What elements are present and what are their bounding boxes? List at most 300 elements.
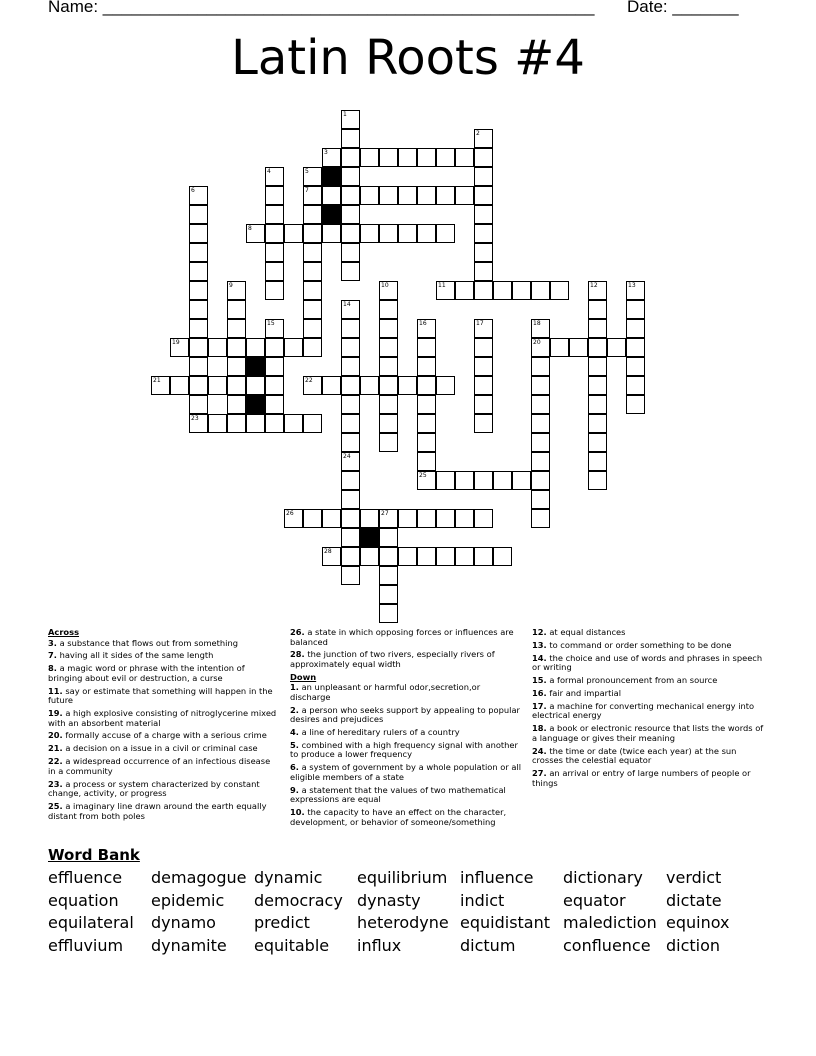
down-clue [290,786,522,805]
grid-cell[interactable] [341,528,360,547]
grid-cell[interactable] [208,414,227,433]
grid-cell[interactable] [474,376,493,395]
grid-cell[interactable] [398,186,417,205]
grid-cell[interactable] [379,281,398,300]
grid-cell[interactable] [455,509,474,528]
grid-cell[interactable] [265,243,284,262]
grid-cell[interactable] [189,376,208,395]
grid-cell[interactable] [379,414,398,433]
grid-cell[interactable] [474,281,493,300]
grid-cell[interactable] [379,585,398,604]
grid-cell[interactable] [493,281,512,300]
grid-cell[interactable] [474,243,493,262]
grid-cell[interactable] [189,357,208,376]
grid-cell[interactable] [474,471,493,490]
across-clue [48,639,280,649]
word-bank-item: dynamic [254,868,323,887]
grid-cell[interactable] [436,547,455,566]
grid-cell[interactable] [170,338,189,357]
grid-cell[interactable] [398,547,417,566]
grid-cell[interactable] [455,186,474,205]
grid-cell[interactable] [436,281,455,300]
grid-cell[interactable] [341,357,360,376]
clue-number: 13 [628,282,636,289]
grid-cell[interactable] [227,376,246,395]
grid-cell[interactable] [588,395,607,414]
grid-cell[interactable] [303,376,322,395]
across-clue [48,802,280,821]
grid-cell[interactable] [189,224,208,243]
grid-cell[interactable] [189,300,208,319]
word-bank-item: dynamo [151,913,216,932]
name-field[interactable]: Name: ____________________________________________________ [48,0,595,16]
grid-cell[interactable] [341,395,360,414]
page-title: Latin Roots #4 [231,30,585,86]
word-bank-item: influx [357,935,402,955]
grid-cell[interactable] [417,224,436,243]
word-bank-item: epidemic [151,890,225,910]
grid-cell[interactable] [512,281,531,300]
grid-cell[interactable] [189,186,208,205]
grid-cell[interactable] [531,338,550,357]
clue-number: 2 [476,130,480,137]
grid-cell[interactable] [531,452,550,471]
clue-number: 4 [267,168,271,175]
grid-cell[interactable] [550,281,569,300]
grid-cell[interactable] [341,566,360,585]
grid-cell[interactable] [588,338,607,357]
clue-number-label: 24. [532,745,547,756]
clue-number-label: 20. [48,730,63,741]
grid-cell[interactable] [531,357,550,376]
grid-cell[interactable] [379,395,398,414]
grid-cell[interactable] [626,281,645,300]
grid-cell[interactable] [531,281,550,300]
clue-text: a decision on a issue in a civil or criminal case [62,743,258,754]
clue-number-label: 19. [48,708,63,719]
down-heading: Down [290,671,317,682]
grid-cell[interactable] [227,281,246,300]
grid-cell[interactable] [246,224,265,243]
grid-cell[interactable] [303,243,322,262]
grid-cell[interactable] [626,338,645,357]
grid-cell[interactable] [417,433,436,452]
grid-cell[interactable] [474,167,493,186]
grid-cell[interactable] [265,338,284,357]
grid-cell[interactable] [531,509,550,528]
grid-cell[interactable] [322,148,341,167]
grid-cell[interactable] [341,471,360,490]
grid-cell[interactable] [341,433,360,452]
grid-cell[interactable] [341,452,360,471]
grid-cell[interactable] [626,376,645,395]
grid-cell[interactable] [265,414,284,433]
grid-cell[interactable] [360,376,379,395]
grid-cell[interactable] [417,186,436,205]
grid-cell[interactable] [303,205,322,224]
grid-cell[interactable] [512,471,531,490]
grid-cell[interactable] [531,414,550,433]
black-square [360,528,379,547]
word-bank-item: heterodyne [357,913,449,932]
grid-cell[interactable] [246,414,265,433]
grid-cell[interactable] [379,224,398,243]
grid-cell[interactable] [531,395,550,414]
grid-cell[interactable] [284,509,303,528]
grid-cell[interactable] [474,509,493,528]
clue-number: 28 [324,548,332,555]
grid-cell[interactable] [322,224,341,243]
word-bank-item: dictate [666,890,722,910]
clue-text: the capacity to have an effect on the character, development, or behavior of someone/something [290,807,507,827]
grid-cell[interactable] [303,319,322,338]
grid-cell[interactable] [284,414,303,433]
grid-cell[interactable] [208,338,227,357]
grid-cell[interactable] [360,224,379,243]
word-bank-item: indict [460,890,505,910]
grid-cell[interactable] [626,300,645,319]
clue-text: the time or date (twice each year) at the sun crosses the celestial equator [532,745,737,766]
word-bank-item: diction [666,935,721,955]
grid-cell[interactable] [474,319,493,338]
black-square [322,205,341,224]
clue-number-label: 18. [532,723,547,734]
grid-cell[interactable] [189,281,208,300]
word-bank-item: equator [563,890,626,910]
grid-cell[interactable] [417,148,436,167]
grid-cell[interactable] [341,186,360,205]
grid-cell[interactable] [588,357,607,376]
word-bank-title: Word Bank [48,846,140,864]
grid-cell[interactable] [227,357,246,376]
grid-cell[interactable] [303,167,322,186]
clue-text: a formal pronouncement from an source [546,675,718,686]
clue-text: to command or order something to be done [546,639,732,650]
clue-number: 9 [229,282,233,289]
grid-cell[interactable] [322,186,341,205]
clues-col2 [290,628,522,831]
grid-cell[interactable] [265,357,284,376]
grid-cell[interactable] [474,395,493,414]
grid-cell[interactable] [436,471,455,490]
grid-cell[interactable] [474,338,493,357]
grid-cell[interactable] [588,433,607,452]
grid-cell[interactable] [588,281,607,300]
clue-number: 26 [286,510,294,517]
clue-number: 22 [305,377,313,384]
grid-cell[interactable] [379,528,398,547]
grid-cell[interactable] [322,509,341,528]
across-clue [48,687,280,706]
grid-cell[interactable] [341,338,360,357]
grid-cell[interactable] [417,319,436,338]
clue-number: 17 [476,320,484,327]
grid-cell[interactable] [588,452,607,471]
grid-cell[interactable] [379,300,398,319]
clue-number-label: 9. [290,784,299,795]
word-bank-item: equidistant [460,913,551,932]
word-bank-item: dynamite [151,935,227,955]
grid-cell[interactable] [151,376,170,395]
clue-number: 20 [533,339,541,346]
grid-cell[interactable] [360,148,379,167]
grid-cell[interactable] [265,319,284,338]
grid-cell[interactable] [379,547,398,566]
grid-cell[interactable] [379,376,398,395]
grid-cell[interactable] [379,319,398,338]
word-bank-item: effluvium [48,935,124,955]
grid-cell[interactable] [341,110,360,129]
grid-cell[interactable] [189,395,208,414]
clue-number: 6 [191,187,195,194]
clue-text: a magic word or phrase with the intention of bringing about evil or destruction, a curse [48,663,245,683]
grid-cell[interactable] [265,262,284,281]
grid-cell[interactable] [303,224,322,243]
grid-cell[interactable] [436,186,455,205]
clue-number: 15 [267,320,275,327]
clue-number-label: 2. [290,704,299,715]
word-bank-item: dictum [460,935,516,955]
grid-cell[interactable] [379,357,398,376]
across-clue [48,731,280,741]
grid-cell[interactable] [436,376,455,395]
grid-cell[interactable] [379,509,398,528]
grid-cell[interactable] [531,319,550,338]
grid-cell[interactable] [227,300,246,319]
grid-cell[interactable] [322,547,341,566]
down-clue [532,702,764,721]
grid-cell[interactable] [265,224,284,243]
clue-text: the choice and use of words and phrases in speech or writing [532,652,763,673]
grid-cell[interactable] [379,186,398,205]
clue-text: a widespread occurrence of an infectious disease in a community [48,756,271,776]
clue-number-label: 27. [532,768,547,779]
clue-number: 10 [381,282,389,289]
clue-number: 1 [343,111,347,118]
grid-cell[interactable] [227,414,246,433]
clue-text: fair and impartial [546,688,622,699]
clue-number-label: 22. [48,756,63,767]
grid-cell[interactable] [455,148,474,167]
word-bank-item: malediction [563,913,657,932]
clue-text: having all it sides of the same length [56,650,214,661]
grid-cell[interactable] [284,224,303,243]
grid-cell[interactable] [474,205,493,224]
grid-cell[interactable] [531,471,550,490]
clue-number: 18 [533,320,541,327]
clue-text: a state in which opposing forces or influences are balanced [290,627,514,647]
grid-cell[interactable] [455,281,474,300]
grid-cell[interactable] [341,167,360,186]
grid-cell[interactable] [227,338,246,357]
grid-cell[interactable] [265,376,284,395]
clue-number: 25 [419,472,427,479]
grid-cell[interactable] [227,395,246,414]
grid-cell[interactable] [417,547,436,566]
grid-cell[interactable] [341,509,360,528]
grid-cell[interactable] [379,433,398,452]
word-bank-item: equation [48,890,119,910]
grid-cell[interactable] [531,376,550,395]
clue-number-label: 12. [532,627,547,637]
grid-cell[interactable] [474,186,493,205]
grid-cell[interactable] [436,224,455,243]
grid-cell[interactable] [189,414,208,433]
clue-number: 19 [172,339,180,346]
grid-cell[interactable] [189,243,208,262]
down-clue [532,724,764,743]
grid-cell[interactable] [189,262,208,281]
grid-cell[interactable] [360,547,379,566]
grid-cell[interactable] [417,452,436,471]
grid-cell[interactable] [417,414,436,433]
grid-cell[interactable] [303,186,322,205]
grid-cell[interactable] [208,376,227,395]
grid-cell[interactable] [341,490,360,509]
grid-cell[interactable] [341,319,360,338]
clue-number: 5 [305,168,309,175]
grid-cell[interactable] [322,376,341,395]
grid-cell[interactable] [474,129,493,148]
grid-cell[interactable] [398,509,417,528]
grid-cell[interactable] [246,338,265,357]
word-bank-item: confluence [563,935,651,955]
grid-cell[interactable] [474,414,493,433]
grid-cell[interactable] [398,376,417,395]
grid-cell[interactable] [474,148,493,167]
clue-text: say or estimate that something will happen in the future [48,685,273,706]
grid-cell[interactable] [455,547,474,566]
grid-cell[interactable] [303,262,322,281]
grid-cell[interactable] [303,338,322,357]
clue-text: a line of hereditary rulers of a country [298,727,460,738]
clue-number-label: 15. [532,675,547,686]
grid-cell[interactable] [341,224,360,243]
clue-text: an arrival or entry of large numbers of people or things [532,768,751,788]
grid-cell[interactable] [246,376,265,395]
clue-text: combined with a high frequency signal with another to produce a lower frequency [290,739,518,760]
grid-cell[interactable] [341,148,360,167]
across-clue [48,651,280,661]
grid-cell[interactable] [626,395,645,414]
grid-cell[interactable] [379,338,398,357]
down-clue [532,628,764,638]
clue-number: 12 [590,282,598,289]
grid-cell[interactable] [341,547,360,566]
grid-cell[interactable] [474,224,493,243]
clue-number-label: 1. [290,682,299,693]
grid-cell[interactable] [398,148,417,167]
clue-number-label: 16. [532,688,547,699]
grid-cell[interactable] [531,433,550,452]
down-clue [290,763,522,782]
grid-cell[interactable] [417,471,436,490]
across-heading: Across [48,627,80,637]
down-clue [290,728,522,738]
grid-cell[interactable] [341,414,360,433]
grid-cell[interactable] [360,509,379,528]
grid-cell[interactable] [303,414,322,433]
grid-cell[interactable] [284,338,303,357]
grid-cell[interactable] [474,357,493,376]
grid-cell[interactable] [417,357,436,376]
grid-cell[interactable] [417,376,436,395]
grid-cell[interactable] [303,300,322,319]
grid-cell[interactable] [341,205,360,224]
grid-cell[interactable] [588,319,607,338]
down-clue [532,747,764,766]
grid-cell[interactable] [474,547,493,566]
across-clue [48,744,280,754]
down-clue [290,741,522,760]
down-clue [532,676,764,686]
grid-cell[interactable] [550,338,569,357]
grid-cell[interactable] [531,490,550,509]
grid-cell[interactable] [626,319,645,338]
grid-cell[interactable] [265,167,284,186]
grid-cell[interactable] [265,395,284,414]
grid-cell[interactable] [189,319,208,338]
grid-cell[interactable] [569,338,588,357]
clue-number-label: 11. [48,685,63,696]
grid-cell[interactable] [379,604,398,623]
clue-text: a system of government by a whole population or all eligible members of a state [290,762,522,782]
grid-cell[interactable] [360,186,379,205]
grid-cell[interactable] [341,376,360,395]
grid-cell[interactable] [626,357,645,376]
grid-cell[interactable] [189,338,208,357]
grid-cell[interactable] [303,281,322,300]
grid-cell[interactable] [227,319,246,338]
grid-cell[interactable] [265,186,284,205]
grid-cell[interactable] [588,414,607,433]
grid-cell[interactable] [398,224,417,243]
grid-cell[interactable] [265,205,284,224]
grid-cell[interactable] [341,243,360,262]
clue-number: 3 [324,149,328,156]
grid-cell[interactable] [474,262,493,281]
grid-cell[interactable] [493,547,512,566]
grid-cell[interactable] [436,509,455,528]
grid-cell[interactable] [588,471,607,490]
grid-cell[interactable] [189,205,208,224]
word-bank-item: dynasty [357,890,421,910]
grid-cell[interactable] [588,376,607,395]
grid-cell[interactable] [379,148,398,167]
clue-text: the junction of two rivers, especially rivers of approximately equal width [290,649,495,669]
grid-cell[interactable] [417,509,436,528]
clue-number: 7 [305,187,309,194]
grid-cell[interactable] [417,338,436,357]
grid-cell[interactable] [455,471,474,490]
date-field[interactable]: Date: _______ [627,0,739,16]
grid-cell[interactable] [170,376,189,395]
black-square [246,357,265,376]
grid-cell[interactable] [303,509,322,528]
grid-cell[interactable] [436,148,455,167]
grid-cell[interactable] [379,566,398,585]
grid-cell[interactable] [341,262,360,281]
grid-cell[interactable] [588,300,607,319]
grid-cell[interactable] [265,281,284,300]
grid-cell[interactable] [417,395,436,414]
grid-cell[interactable] [493,471,512,490]
grid-cell[interactable] [607,338,626,357]
clue-number-label: 28. [290,649,305,660]
grid-cell[interactable] [341,300,360,319]
word-bank-item: equinox [666,913,730,932]
grid-cell[interactable] [341,129,360,148]
